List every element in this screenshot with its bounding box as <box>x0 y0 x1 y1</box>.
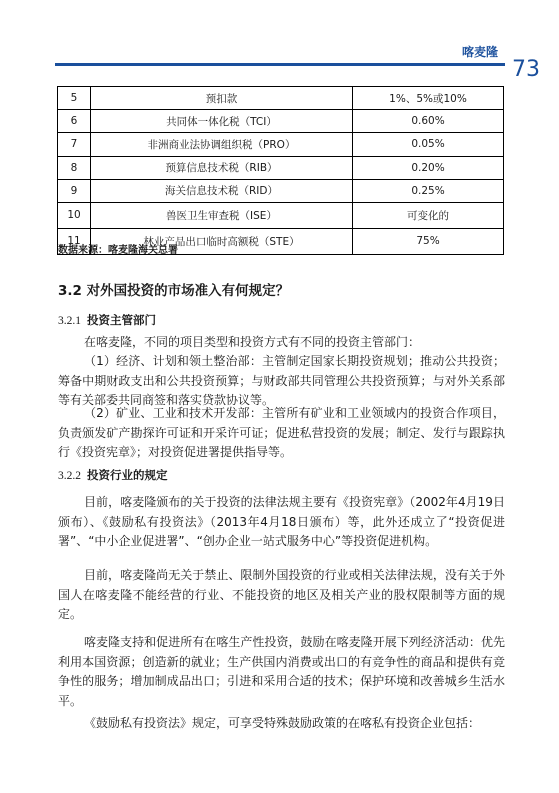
tax-name-cell: 海关信息技术税（RID） <box>91 179 353 202</box>
page-number: 73 <box>512 57 540 82</box>
subsection-title: 投资行业的规定 <box>87 468 168 482</box>
paragraph: （1）经济、计划和领土整治部：主管制定国家长期投资规划；推动公共投资；筹备中期财政支出和公共投资预算；与财政部共同管理公共投资预算；与对外关系部等有关部委共同商签和落实贷款协议等。 <box>58 354 505 407</box>
tax-name-cell: 林业产品出口临时高额税（STE） <box>91 228 353 254</box>
subsection-number: 3.2.1 <box>58 315 81 327</box>
table-row <box>58 133 504 156</box>
row-number-cell: 5 <box>58 87 91 110</box>
paragraph: 目前，喀麦隆尚无关于禁止、限制外国投资的行业或相关法律法规，没有关于外国人在喀麦隆不能经营的行业、不能投资的地区及相关产业的股权限制等方面的规定。 <box>58 568 505 621</box>
tax-name-cell: 兽医卫生审查税（ISE） <box>91 202 353 228</box>
section-title: 3.2 对外国投资的市场准入有何规定？ <box>58 283 290 299</box>
row-number-cell: 10 <box>58 202 91 228</box>
tax-name-cell: 非洲商业法协调组织税（PRO） <box>91 133 353 156</box>
subsection-3-2-2-heading <box>58 467 168 483</box>
table-row <box>58 110 504 133</box>
table-row <box>58 179 504 202</box>
row-number-cell: 6 <box>58 110 91 133</box>
paragraph: 目前，喀麦隆颁布的关于投资的法律法规主要有《投资宪章》（2002年4月19日颁布）、《鼓励私有投资法》（2013年4月18日颁布）等，此外还成立了“投资促进署”、“中小企业促进署”、“创办企业一站式服务中心”等投资促进机构。 <box>58 495 505 548</box>
paragraph: 在喀麦隆，不同的项目类型和投资方式有不同的投资主管部门： <box>84 335 421 349</box>
paragraph: （2）矿业、工业和技术开发部：主管所有矿业和工业领域内的投资合作项目，负责颁发矿产勘探许可证和开采许可证；促进私营投资的发展；制定、发行与跟踪执行《投资宪章》；对投资促进署提供指导等。 <box>58 406 505 459</box>
tax-rate-cell: 1%、5%或10% <box>353 87 504 110</box>
tax-name-cell: 共同体一体化税（TCI） <box>91 110 353 133</box>
row-number-cell: 9 <box>58 179 91 202</box>
tax-rate-cell: 0.25% <box>353 179 504 202</box>
table-row <box>58 156 504 179</box>
tax-rate-cell: 0.20% <box>353 156 504 179</box>
subsection-3-2-1-heading <box>58 312 156 328</box>
running-header-country: 喀麦隆 <box>462 45 499 59</box>
source-note: 数据来源：喀麦隆海关总署 <box>58 245 178 256</box>
tax-rate-cell: 0.60% <box>353 110 504 133</box>
header-rule <box>55 63 505 66</box>
table-row <box>58 202 504 228</box>
tax-name-cell: 预算信息技术税（RIB） <box>91 156 353 179</box>
paragraph: 《鼓励私有投资法》规定，可享受特殊鼓励政策的在喀私有投资企业包括： <box>84 716 481 730</box>
row-number-cell: 7 <box>58 133 91 156</box>
subsection-number: 3.2.2 <box>58 470 81 482</box>
tax-name-cell: 预扣款 <box>91 87 353 110</box>
tax-table <box>57 86 504 255</box>
subsection-title: 投资主管部门 <box>87 313 156 327</box>
row-number-cell: 8 <box>58 156 91 179</box>
tax-rate-cell: 0.05% <box>353 133 504 156</box>
tax-rate-cell: 75% <box>353 228 504 254</box>
table-row <box>58 87 504 110</box>
paragraph: 喀麦隆支持和促进所有在喀生产性投资，鼓励在喀麦隆开展下列经济活动：优先利用本国资源；创造新的就业；生产供国内消费或出口的有竞争性的商品和提供有竞争性的服务；增加制成品出口；引进和采用合适的技术；保护环境和改善城乡生活水平。 <box>58 635 505 708</box>
row-number-cell: 11 <box>58 228 91 254</box>
tax-rate-cell: 可变化的 <box>353 202 504 228</box>
